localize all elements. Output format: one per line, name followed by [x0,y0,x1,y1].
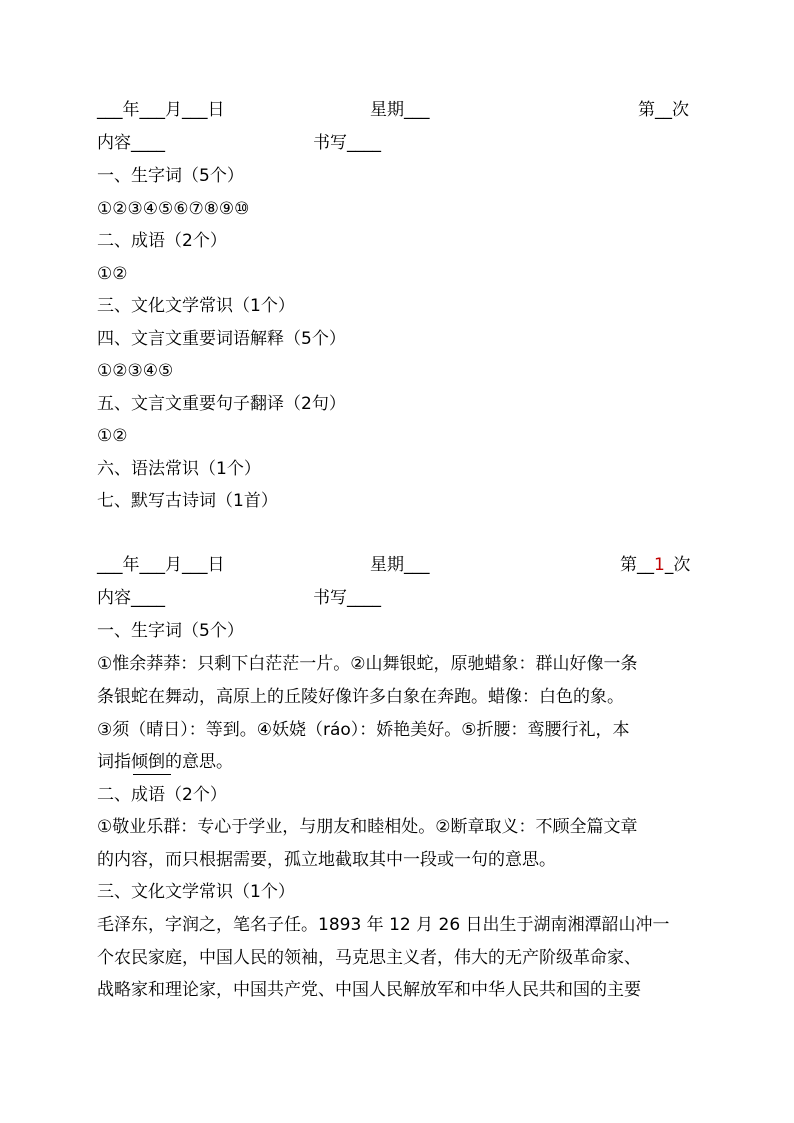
session-blank: __ [637,555,654,575]
section-heading: 六、语法常识（1个） [97,459,261,479]
paragraph-line: 毛泽东，字润之，笔名子任。1893 年 12 月 26 日出生于湖南湘潭韶山冲一 [97,915,670,935]
session-blank: __ [655,100,672,120]
session-field [638,98,689,122]
section-heading: 三、文化文学常识（1个） [97,882,295,902]
paragraph-line: ③须（晴日）：等到。④妖娆（ráo）：娇艳美好。⑤折腰：鸾腰行礼，本 [97,720,630,740]
list-item: ①② [97,264,128,284]
content-label: 内容____ [97,588,165,608]
session-suffix: 次 [673,555,691,575]
paragraph-line: 条银蛇在舞动，高原上的丘陵好像许多白象在奔跑。蜡像：白色的象。 [97,687,624,707]
date-field: ___年___月___日 [97,100,225,120]
paragraph-line: ①惟余莽莽：只剩下白茫茫一片。②山舞银蛇，原驰蜡象：群山好像一条 [97,654,638,674]
list-item: ①②③④⑤ [97,361,174,381]
session-number: 1 [654,555,665,575]
weekday-field: 星期___ [370,555,430,575]
list-item: ①② [97,426,128,446]
paragraph-line: 战略家和理论家，中国共产党、中国人民解放军和中华人民共和国的主要 [97,980,641,1000]
session-prefix: 第 [620,555,637,575]
section-heading: 三、文化文学常识（1个） [97,296,295,316]
session-field [620,553,690,577]
writing-label: 书写____ [313,588,381,608]
paragraph-line: ①敬业乐群：专心于学业，与朋友和睦相处。②断章取义：不顾全篇文章 [97,817,638,837]
section-heading: 一、生字词（5个） [97,621,244,641]
section-heading: 二、成语（2个） [97,231,227,251]
content-label: 内容____ [97,133,165,153]
session-prefix: 第 [638,100,655,120]
text-underline [133,774,171,775]
section-heading: 七、默写古诗词（1首） [97,491,278,511]
paragraph-line: 词指倾倒的意思。 [97,752,233,772]
weekday-field: 星期___ [370,100,430,120]
paragraph-line: 个农民家庭，中国人民的领袖，马克思主义者，伟大的无产阶级革命家、 [97,948,641,968]
section-heading: 五、文言文重要句子翻译（2句） [97,394,346,414]
paragraph-line: 的内容，而只根据需要，孤立地截取其中一段或一句的意思。 [97,850,556,870]
list-item: ①②③④⑤⑥⑦⑧⑨⑩ [97,199,250,219]
section-heading: 一、生字词（5个） [97,166,244,186]
date-field: ___年___月___日 [97,555,225,575]
session-suffix: 次 [672,100,689,120]
section-heading: 四、文言文重要词语解释（5个） [97,329,346,349]
section-heading: 二、成语（2个） [97,785,227,805]
writing-label: 书写____ [313,133,381,153]
session-blank: _ [664,555,674,575]
